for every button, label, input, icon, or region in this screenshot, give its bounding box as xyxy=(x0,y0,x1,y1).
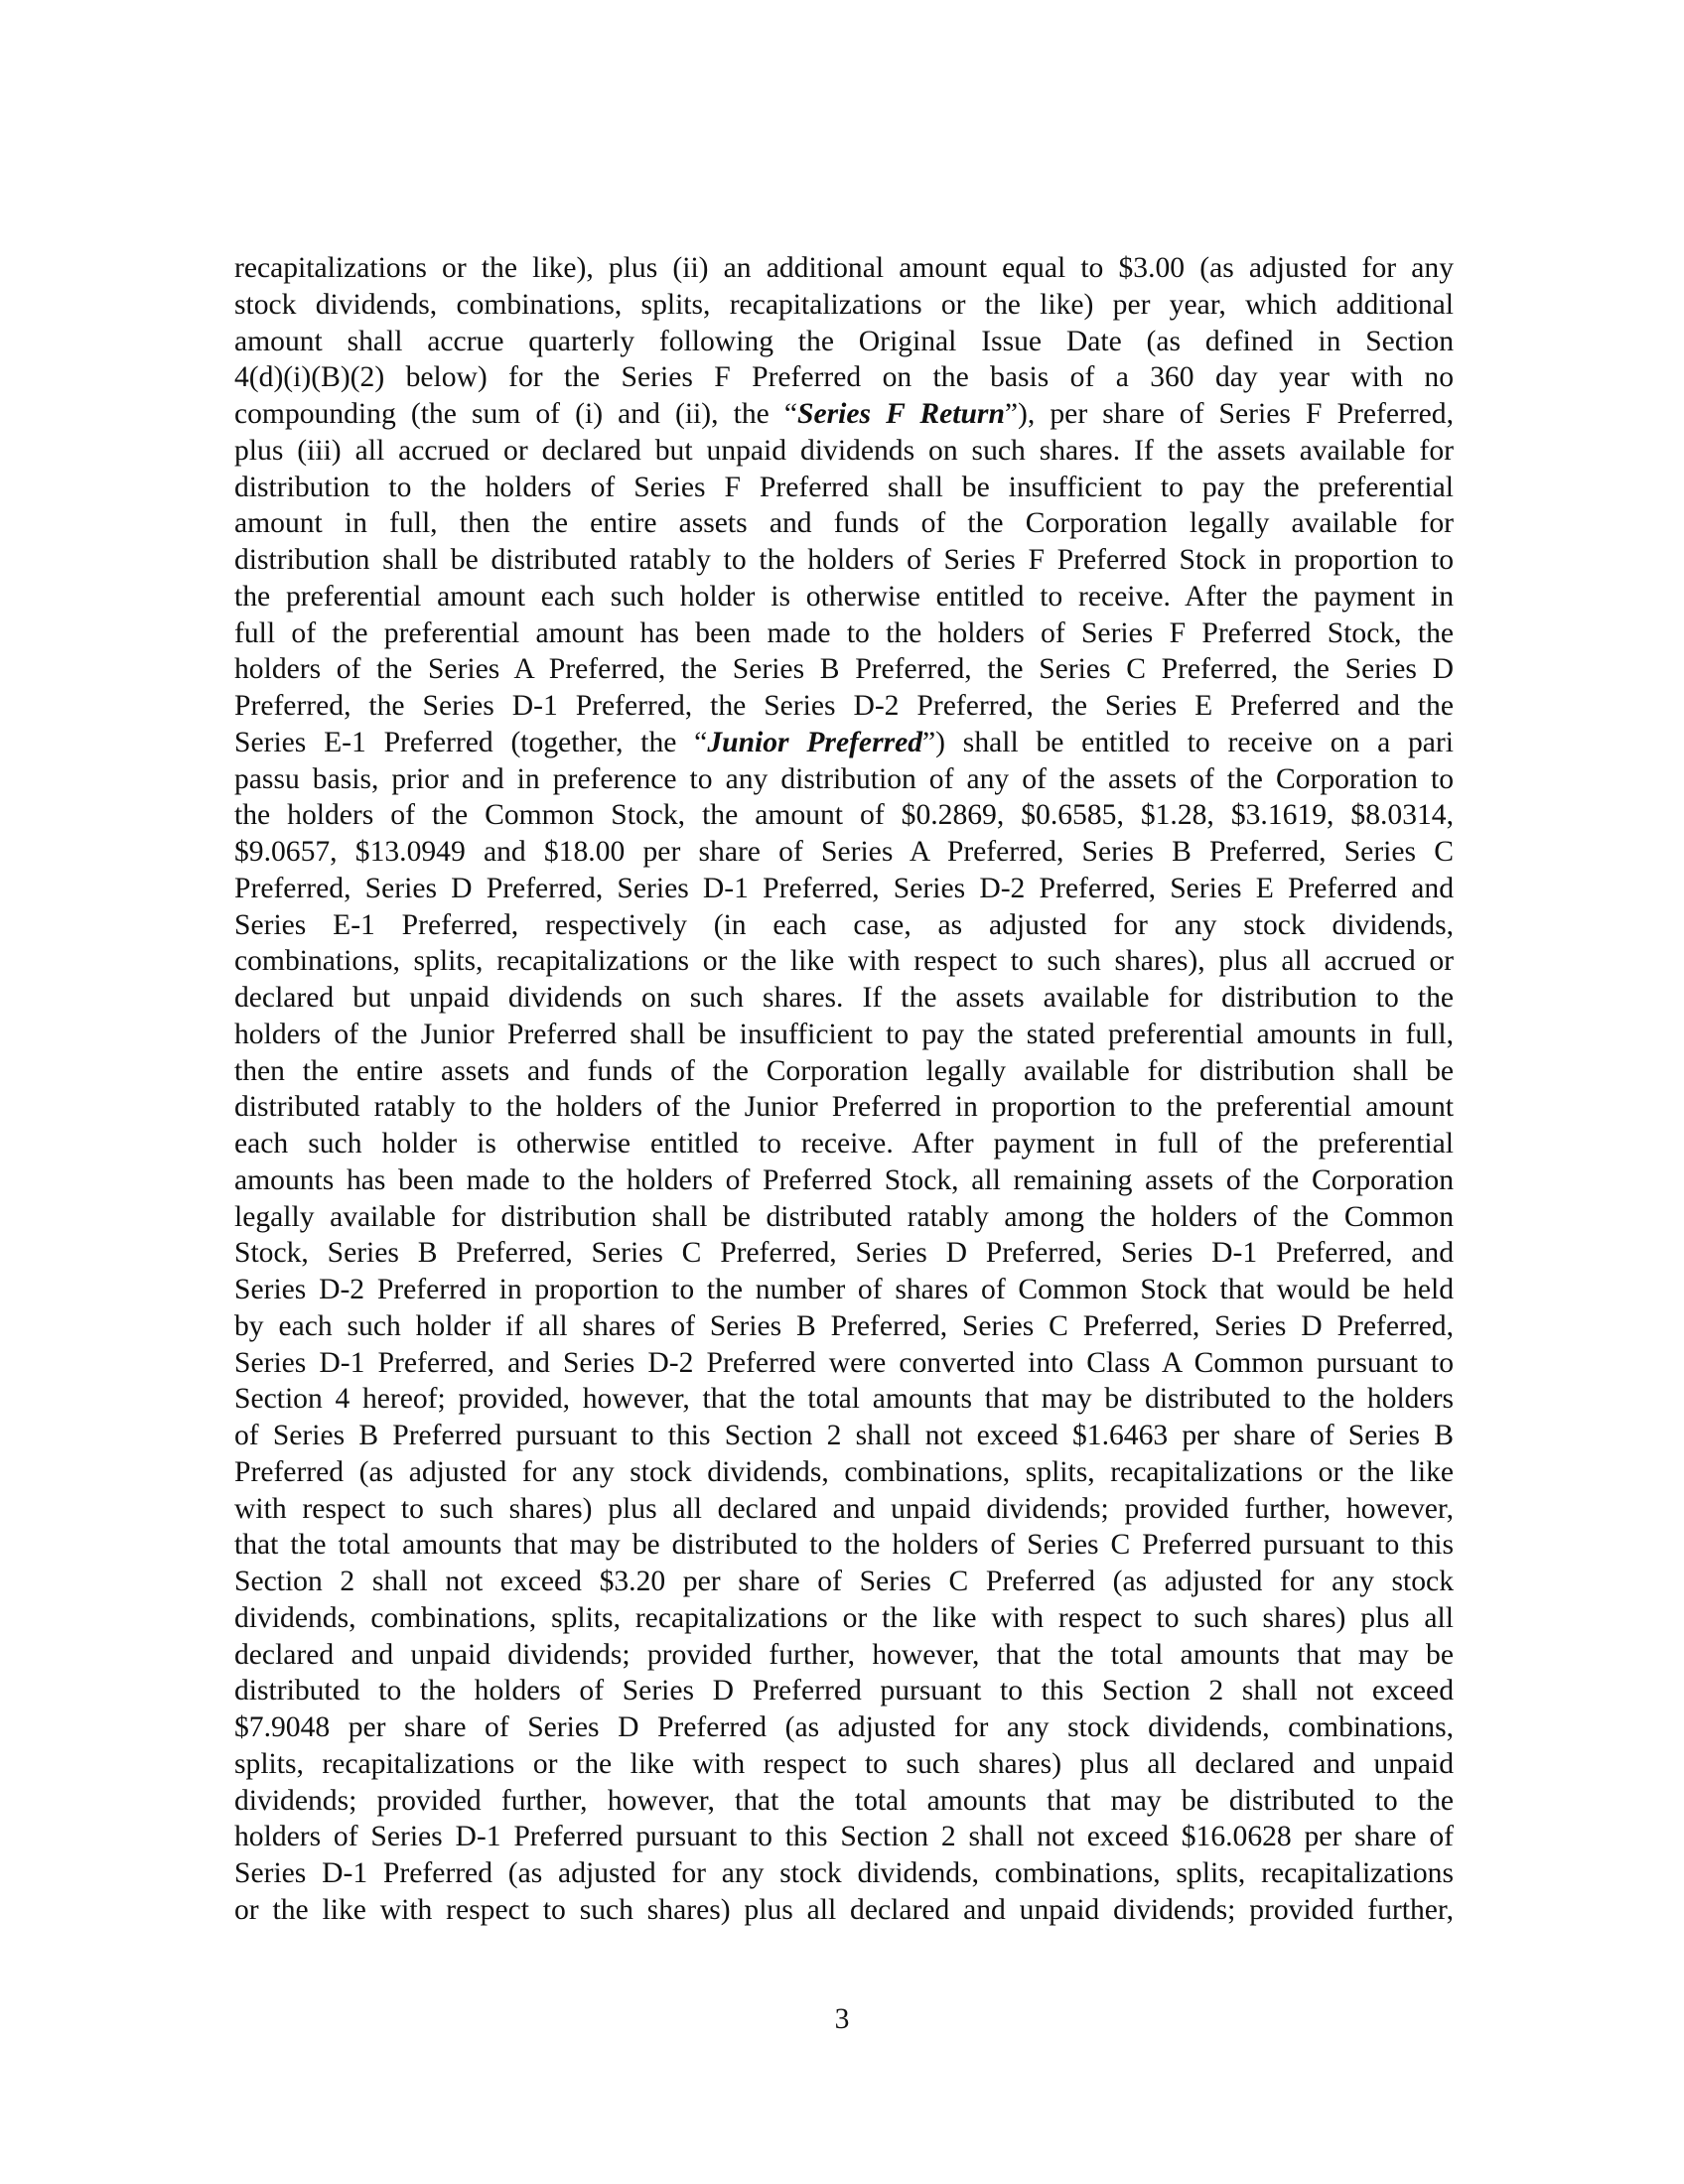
text-line: combinations, splits, recapitalizations or the like with respect to such shares), plus all accrued or xyxy=(234,945,1454,978)
text-line: plus (iii) all accrued or declared but unpaid dividends on such shares. If the assets available for xyxy=(234,434,1454,467)
text-line: passu basis, prior and in preference to any distribution of any of the assets of the Corporation to xyxy=(234,762,1454,795)
text-line: holders of the Junior Preferred shall be insufficient to pay the stated preferential amounts in full, xyxy=(234,1018,1454,1050)
defined-term: Series F Return xyxy=(797,398,1005,430)
text-line: each such holder is otherwise entitled to receive. After payment in full of the preferential xyxy=(234,1128,1454,1160)
text-line: Section 4 hereof; provided, however, that the total amounts that may be distributed to the holders xyxy=(234,1383,1454,1416)
text-line: distributed to the holders of Series D Preferred pursuant to this Section 2 shall not exceed xyxy=(234,1675,1454,1707)
body-paragraph xyxy=(234,250,1454,1929)
text-line xyxy=(234,396,1454,433)
page-number: 3 xyxy=(834,2003,850,2035)
text-line: full of the preferential amount has been made to the holders of Series F Preferred Stock, the xyxy=(234,616,1454,649)
text-line: stock dividends, combinations, splits, recapitalizations or the like) per year, which additional xyxy=(234,288,1454,321)
text-line: declared and unpaid dividends; provided further, however, that the total amounts that may be xyxy=(234,1638,1454,1671)
text-fragment: compounding (the sum of (i) and (ii), the “ xyxy=(234,398,797,430)
text-line: of Series B Preferred pursuant to this Section 2 shall not exceed $1.6463 per share of Series B xyxy=(234,1420,1454,1451)
text-line: legally available for distribution shall be distributed ratably among the holders of the Common xyxy=(234,1200,1454,1233)
text-line: Preferred (as adjusted for any stock dividends, combinations, splits, recapitalizations or the like xyxy=(234,1455,1454,1488)
text-line: dividends, combinations, splits, recapitalizations or the like with respect to such shares) plus all xyxy=(234,1601,1454,1634)
text-line: holders of the Series A Preferred, the Series B Preferred, the Series C Preferred, the Series D xyxy=(234,653,1454,686)
text-line: amount in full, then the entire assets and funds of the Corporation legally available for xyxy=(234,507,1454,540)
text-fragment: ”), per share of Series F Preferred, xyxy=(1004,398,1454,430)
text-line: dividends; provided further, however, that the total amounts that may be distributed to the xyxy=(234,1784,1454,1817)
text-line: $9.0657, $13.0949 and $18.00 per share of Series A Preferred, Series B Preferred, Series C xyxy=(234,836,1454,868)
text-line: holders of Series D-1 Preferred pursuant to this Section 2 shall not exceed $16.0628 per share of xyxy=(234,1821,1454,1853)
text-line: Series D-2 Preferred in proportion to the number of shares of Common Stock that would be held xyxy=(234,1274,1454,1305)
text-line: the holders of the Common Stock, the amount of $0.2869, $0.6585, $1.28, $3.1619, $8.0314, xyxy=(234,799,1454,832)
text-line: Series D-1 Preferred, and Series D-2 Preferred were converted into Class A Common pursuant to xyxy=(234,1346,1454,1379)
text-line: distribution to the holders of Series F Preferred shall be insufficient to pay the preferential xyxy=(234,471,1454,503)
text-line: that the total amounts that may be distributed to the holders of Series C Preferred pursuant to this xyxy=(234,1529,1454,1562)
text-line: splits, recapitalizations or the like with respect to such shares) plus all declared and unpaid xyxy=(234,1747,1454,1780)
text-line: distributed ratably to the holders of the Junior Preferred in proportion to the preferential amount xyxy=(234,1091,1454,1124)
text-fragment: Series E-1 Preferred (together, the “ xyxy=(234,726,708,758)
text-line: Preferred, the Series D-1 Preferred, the Series D-2 Preferred, the Series E Preferred and the xyxy=(234,690,1454,722)
text-line: Series D-1 Preferred (as adjusted for any stock dividends, combinations, splits, recapitalizations xyxy=(234,1857,1454,1889)
text-line: Preferred, Series D Preferred, Series D-1 Preferred, Series D-2 Preferred, Series E Preferred and xyxy=(234,872,1454,904)
text-line: or the like with respect to such shares) plus all declared and unpaid dividends; provided further, xyxy=(234,1893,1454,1926)
text-line: amounts has been made to the holders of Preferred Stock, all remaining assets of the Corporation xyxy=(234,1163,1454,1196)
text-fragment: ”) shall be entitled to receive on a pari xyxy=(922,726,1454,758)
text-line: then the entire assets and funds of the Corporation legally available for distribution shall be xyxy=(234,1054,1454,1087)
text-line: by each such holder if all shares of Series B Preferred, Series C Preferred, Series D Preferred, xyxy=(234,1309,1454,1342)
text-line: recapitalizations or the like), plus (ii) an additional amount equal to $3.00 (as adjusted for any xyxy=(234,252,1454,284)
text-line: Series E-1 Preferred, respectively (in each case, as adjusted for any stock dividends, xyxy=(234,908,1454,941)
text-line xyxy=(234,725,1454,761)
text-line: 4(d)(i)(B)(2) below) for the Series F Preferred on the basis of a 360 day year with no xyxy=(234,361,1454,394)
text-line: amount shall accrue quarterly following the Original Issue Date (as defined in Section xyxy=(234,325,1454,357)
defined-term: Junior Preferred xyxy=(707,726,923,758)
text-line: with respect to such shares) plus all declared and unpaid dividends; provided further, however, xyxy=(234,1492,1454,1525)
text-line: Stock, Series B Preferred, Series C Preferred, Series D Preferred, Series D-1 Preferred, and xyxy=(234,1237,1454,1270)
text-line: declared but unpaid dividends on such shares. If the assets available for distribution to the xyxy=(234,982,1454,1014)
text-line: Section 2 shall not exceed $3.20 per share of Series C Preferred (as adjusted for any stock xyxy=(234,1566,1454,1597)
text-line: the preferential amount each such holder is otherwise entitled to receive. After the payment in xyxy=(234,580,1454,613)
text-line: distribution shall be distributed ratably to the holders of Series F Preferred Stock in proportion to xyxy=(234,544,1454,576)
text-line: $7.9048 per share of Series D Preferred (as adjusted for any stock dividends, combinations, xyxy=(234,1711,1454,1743)
